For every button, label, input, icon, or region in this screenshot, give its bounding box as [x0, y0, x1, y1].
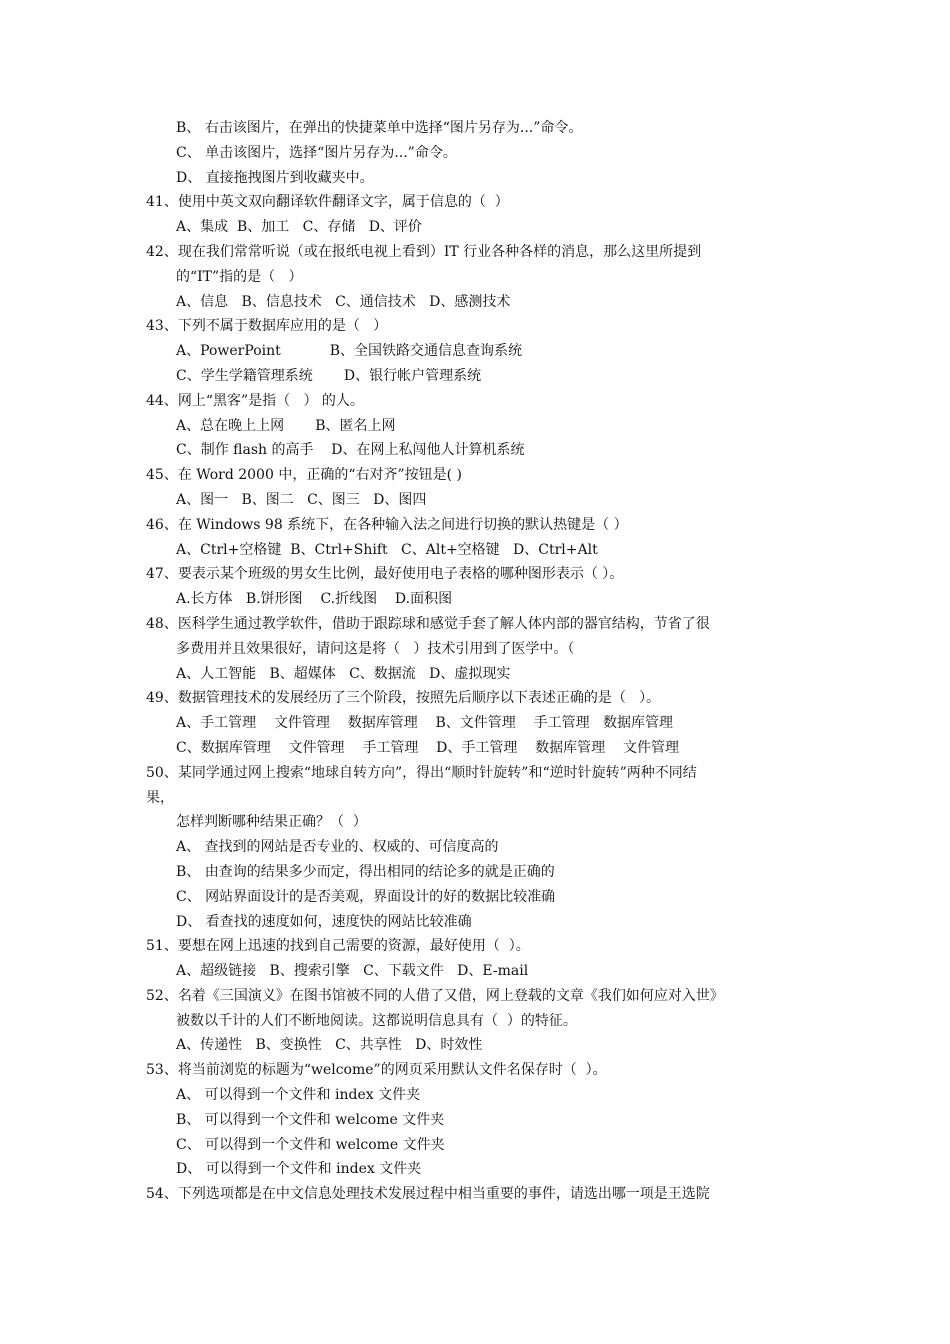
option-line: B、 可以得到一个文件和 welcome 文件夹: [176, 1111, 445, 1128]
question-line: 果，: [146, 789, 174, 806]
option-line: 被数以千计的人们不断地阅读。这都说明信息具有（ ）的特征。: [176, 1012, 577, 1029]
question-line: 54、下列选项都是在中文信息处理技术发展过程中相当重要的事件，请选出哪一项是王选院: [146, 1186, 710, 1203]
question-line: 51、要想在网上迅速的找到自己需要的资源，最好使用（ ）。: [146, 938, 530, 955]
option-line: A、 可以得到一个文件和 index 文件夹: [176, 1087, 421, 1104]
option-line: A、Ctrl+空格键 B、Ctrl+Shift C、Alt+空格键 D、Ctrl+Alt: [176, 541, 598, 558]
option-line: A、 查找到的网站是否专业的、权威的、可信度高的: [176, 839, 499, 856]
option-line: C、 可以得到一个文件和 welcome 文件夹: [176, 1136, 445, 1153]
question-line: 45、在 Word 2000 中，正确的“右对齐”按钮是( ): [146, 467, 463, 484]
question-line: 48、医科学生通过教学软件，借助于跟踪球和感觉手套了解人体内部的器官结构，节省了很: [146, 615, 710, 632]
question-line: 42、现在我们常常听说（或在报纸电视上看到）IT 行业各种各样的消息，那么这里所提到: [146, 243, 702, 260]
option-line: A、人工智能 B、超媒体 C、数据流 D、虚拟现实: [176, 665, 511, 682]
option-line: C、数据库管理 文件管理 手工管理 D、手工管理 数据库管理 文件管理: [176, 739, 679, 756]
question-line: 49、数据管理技术的发展经历了三个阶段，按照先后顺序以下表述正确的是（ ）。: [146, 690, 661, 707]
question-line: 46、在 Windows 98 系统下，在各种输入法之间进行切换的默认热键是（ ）: [146, 516, 628, 533]
option-line: A、传递性 B、变换性 C、共享性 D、时效性: [176, 1037, 483, 1054]
option-line: D、 看查找的速度如何，速度快的网站比较准确: [176, 913, 472, 930]
option-line: A、信息 B、信息技术 C、通信技术 D、感测技术: [176, 293, 511, 310]
question-line: 53、将当前浏览的标题为“welcome”的网页采用默认文件名保存时（ ）。: [146, 1062, 607, 1079]
option-line: C、 单击该图片，选择“图片另存为...”命令。: [176, 144, 457, 161]
question-line: 52、名着《三国演义》在图书馆被不同的人借了又借，网上登载的文章《我们如何应对入世》: [146, 987, 724, 1004]
option-line: B、 由查询的结果多少而定，得出相同的结论多的就是正确的: [176, 863, 555, 880]
question-line: 50、某同学通过网上搜索“地球自转方向”，得出“顺时针旋转”和“逆时针旋转”两种不同结: [146, 764, 697, 781]
option-line: A.长方体 B.饼形图 C.折线图 D.面积图: [176, 591, 453, 608]
option-line: C、制作 flash 的高手 D、在网上私闯他人计算机系统: [176, 442, 525, 459]
option-line: A、图一 B、图二 C、图三 D、图四: [176, 491, 427, 508]
option-line: 多费用并且效果很好，请问这是将（ ）技术引用到了医学中。（: [176, 640, 575, 657]
option-line: 怎样判断哪种结果正确？（ ）: [176, 814, 367, 831]
document-page: [0, 116, 950, 1207]
option-line: A、超级链接 B、搜索引擎 C、下载文件 D、E-mail: [176, 963, 529, 980]
option-line: A、集成 B、加工 C、存储 D、评价: [176, 219, 422, 236]
option-line: D、 直接拖拽图片到收藏夹中。: [176, 169, 374, 186]
option-line: 的“IT”指的是（ ）: [176, 268, 303, 285]
option-line: C、 网站界面设计的是否美观，界面设计的好的数据比较准确: [176, 888, 556, 905]
question-line: 43、下列不属于数据库应用的是（ ）: [146, 318, 388, 335]
question-line: 44、网上“黑客”是指（ ） 的人。: [146, 392, 364, 409]
option-line: D、 可以得到一个文件和 index 文件夹: [176, 1161, 422, 1178]
option-line: C、学生学籍管理系统 D、银行帐户管理系统: [176, 367, 482, 384]
question-line: 41、使用中英文双向翻译软件翻译文字，属于信息的（ ）: [146, 194, 509, 211]
option-line: A、手工管理 文件管理 数据库管理 B、文件管理 手工管理 数据库管理: [176, 715, 673, 732]
question-line: 47、要表示某个班级的男女生比例，最好使用电子表格的哪种图形表示（ ）。: [146, 566, 624, 583]
option-line: A、总在晚上上网 B、匿名上网: [176, 417, 396, 434]
option-line: A、PowerPoint B、全国铁路交通信息查询系统: [176, 343, 522, 360]
option-line: B、 右击该图片，在弹出的快捷菜单中选择“图片另存为...”命令。: [176, 120, 583, 136]
